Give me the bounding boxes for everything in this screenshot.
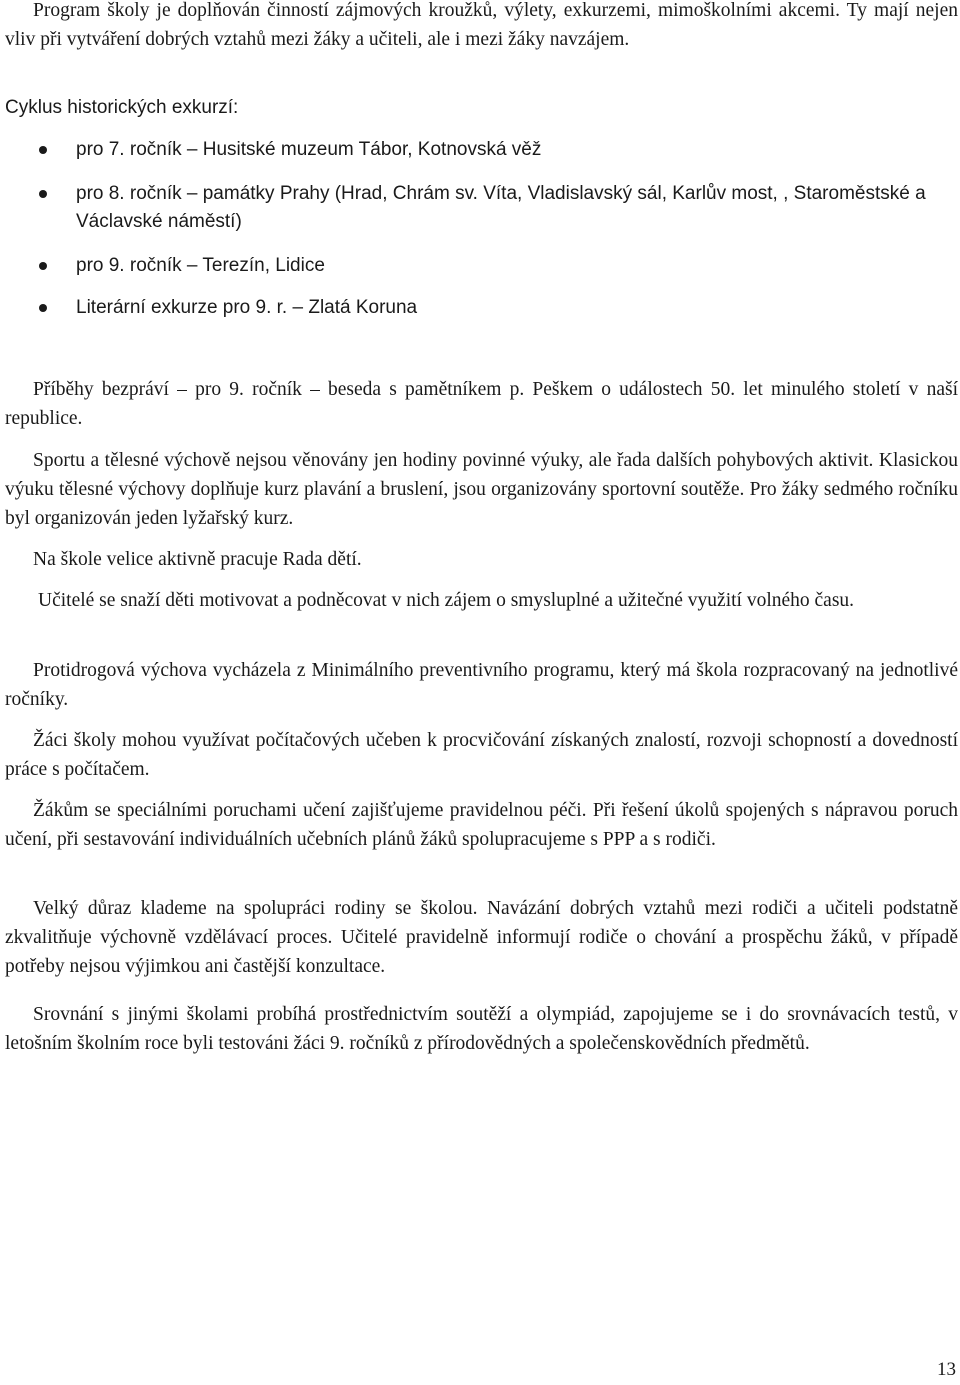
paragraph-family-cooperation: Velký důraz klademe na spolupráci rodiny se školou. Navázání dobrých vztahů mezi rodiči a učiteli podstatně zkvalitňuje výchovně vzdělávací proces. Učitelé pravidelně informují rodiče o chování a prospěchu žáků, v případě potřeby nejsou výjimkou ani častější konzultace. [5,898,958,977]
list-item: Literární exkurze pro 9. r. – Zlatá Koruna [76,294,956,322]
intro-text: Program školy je doplňován činností zájmových kroužků, výlety, exkurzemi, mimoškolními akcemi. Ty mají nejen vliv při vytváření dobrých vztahů mezi žáky a učiteli, ale i mezi žáky navzájem. [5,0,958,50]
bullet-icon [39,146,47,154]
list-item: pro 8. ročník – památky Prahy (Hrad, Chrám sv. Víta, Vladislavský sál, Karlův most, , Staroměstské a Václavské náměstí) [76,180,956,236]
paragraph-computers: Žáci školy mohou využívat počítačových učeben k procvičování získaných znalostí, rozvoji schopností a dovedností práce s počítačem. [5,730,958,780]
paragraph-stories: Příběhy bezpráví – pro 9. ročník – beseda s pamětníkem p. Peškem o událostech 50. let minulého století v naší republice. [5,379,958,429]
page-number: 13 [937,1359,956,1380]
list-item: pro 7. ročník – Husitské muzeum Tábor, Kotnovská věž [76,136,956,164]
bullet-icon [39,304,47,312]
paragraph-special-needs: Žákům se speciálními poruchami učení zajišťujeme pravidelnou péči. Při řešení úkolů spojených s nápravou poruch učení, při sestavování individuálních učebních plánů žáků spolupracujeme s PPP a s rodiči. [5,800,958,850]
bullet-icon [39,262,47,270]
paragraph-comparison: Srovnání s jinými školami probíhá prostřednictvím soutěží a olympiád, zapojujeme se i do srovnávacích testů, v letošním školním roce byli testováni žáci 9. ročníků z přírodovědných a společenskovědních předmětů. [5,1004,958,1054]
paragraph-drug-prevention: Protidrogová výchova vycházela z Minimálního preventivního programu, který má škola rozpracovaný na jednotlivé ročníky. [5,660,958,710]
excursions-heading: Cyklus historických exkurzí: [5,97,239,118]
intro-paragraph [5,0,958,54]
paragraph-children-council: Na škole velice aktivně pracuje Rada dětí. [33,549,362,570]
bullet-icon [39,190,47,198]
paragraph-teachers: Učitelé se snaží děti motivovat a podněcovat v nich zájem o smysluplné a užitečné využití volného času. [38,590,855,611]
paragraph-sports: Sportu a tělesné výchově nejsou věnovány jen hodiny povinné výuky, ale řada dalších pohybových aktivit. Klasickou výuku tělesné výchovy doplňuje kurz plavání a bruslení, jsou organizovány sportovní soutěže. Pro žáky sedmého ročníku byl organizován jeden lyžařský kurz. [5,450,958,529]
list-item: pro 9. ročník – Terezín, Lidice [76,252,956,280]
